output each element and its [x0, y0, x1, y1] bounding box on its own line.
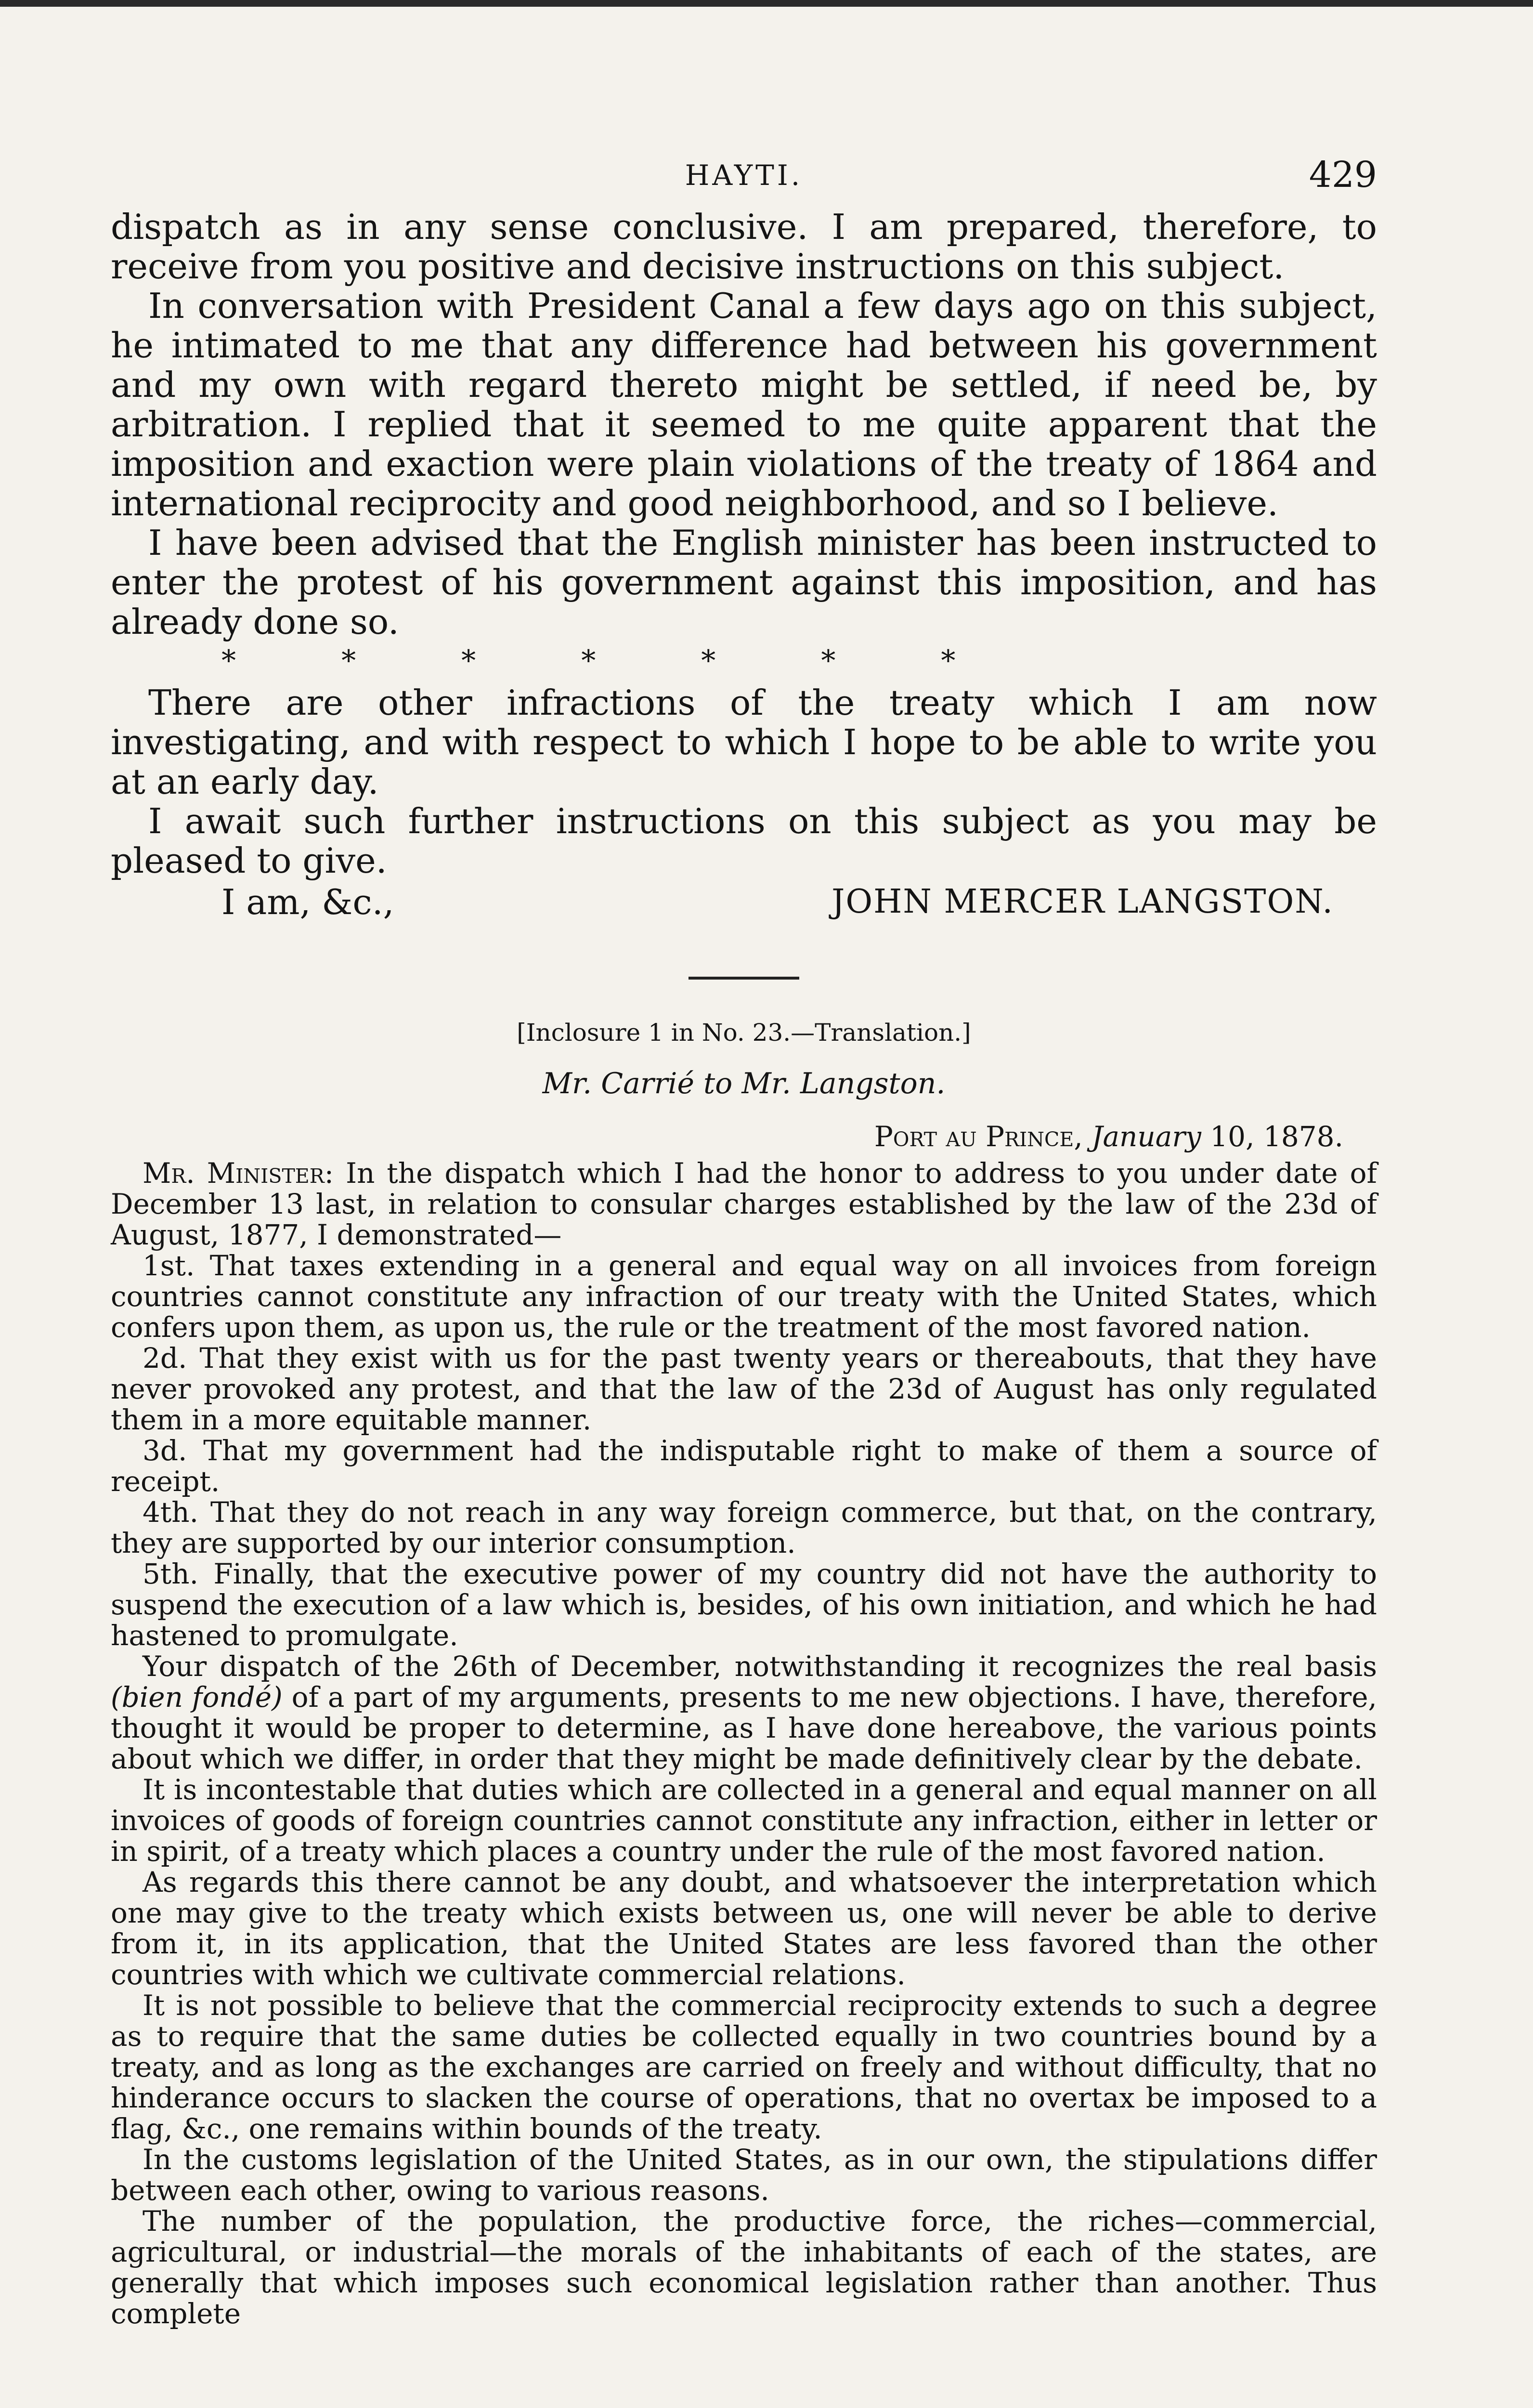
text-run: Your dispatch of the 26th of December, notwithstanding it recognizes the real basis: [143, 1650, 1377, 1683]
translation-paragraph: [111, 1651, 1377, 1774]
translation-paragraph: [111, 1158, 1377, 1250]
ellipsis-stars: * * * * * * *: [221, 644, 956, 678]
point-item: 2d. That they exist with us for the past twenty years or thereabouts, that they have never provoked any protest, and that the law of the 23d of August has only regulated them in a more equitable manner.: [111, 1342, 1377, 1436]
page-top-edge: [0, 0, 1533, 7]
letter-paragraph: In conversation with President Canal a few days ago on this subject, he intimated to me that any difference had between his government and my own with regard thereto might be settled, if need be, by arbitration. I replied that it seemed to me quite apparent that the imposition and exaction were plain violations of the treaty of 1864 and international reciprocity and good neighborhood, and so I believe.: [111, 286, 1377, 523]
page-header: [111, 125, 1377, 207]
enclosure-title: Mr. Carrié to Mr. Langston.: [542, 1067, 946, 1100]
running-head: HAYTI.: [685, 159, 803, 192]
section-divider: [689, 977, 799, 980]
translation-body: [111, 1158, 1377, 2329]
italic-phrase: (bien fondé): [111, 1681, 283, 1714]
point-item: 4th. That they do not reach in any way foreign commerce, but that, on the contrary, they are supported by our interior consumption.: [111, 1496, 1377, 1559]
dateline: [111, 1120, 1377, 1153]
letter-closing: [111, 880, 1377, 933]
point-item: 5th. Finally, that the executive power of my country did not have the authority to suspend the execution of a law which is, besides, of his own initiation, and which he had hastened to promulgate.: [111, 1557, 1377, 1652]
letter-paragraph: I have been advised that the English minister has been instructed to enter the protest of his government against this imposition, and has already done so.: [111, 523, 1377, 642]
point-item: 1st. That taxes extending in a general and equal way on all invoices from foreign countries cannot constitute any infraction of our treaty with the United States, which confers upon them, as upon us, the rule or the treatment of the most favored nation.: [111, 1249, 1377, 1344]
complimentary-close: I am, &c.,: [221, 882, 394, 922]
point-item: 3d. That my government had the indisputable right to make of them a source of receipt.: [111, 1434, 1377, 1498]
letter-paragraph: There are other infractions of the treaty which I am now investigating, and with respect to which I hope to be able to write you at an early day.: [111, 682, 1377, 802]
document-page: [111, 125, 1377, 2329]
translation-paragraph: It is incontestable that duties which are collected in a general and equal manner on all invoices of goods of foreign countries cannot constitute any infraction, either in letter or in spirit, of a treaty which places a country under the rule of the most favored nation.: [111, 1773, 1377, 1868]
opening-text: In the dispatch which I had the honor to address to you under date of December 13 last, in relation to consular charges established by the law of the 23d of August, 1877, I demonstrated—: [111, 1157, 1377, 1251]
translation-paragraph: It is not possible to believe that the commercial reciprocity extends to such a degree as to require that the same duties be collected equally in two countries bound by a treaty, and as long as the exchanges are carried on freely and without difficulty, that no hinderance occurs to slacken the course of operations, that no overtax be imposed to a flag, &c., one remains within bounds of the treaty.: [111, 1989, 1377, 2145]
letter-paragraph: I await such further instructions on this subject as you may be pleased to give.: [111, 801, 1377, 881]
translation-paragraph: In the customs legislation of the United States, as in our own, the stipulations differ between each other, owing to various reasons.: [111, 2143, 1377, 2207]
translation-paragraph: The number of the population, the productive force, the riches—commercial, agricultural, or industrial—the morals of the inhabitants of each of the states, are generally that which imposes such economical legislation rather than another. Thus complete: [111, 2205, 1377, 2330]
page-number: 429: [1309, 154, 1377, 196]
signature: JOHN MERCER LANGSTON.: [831, 883, 1334, 921]
translation-paragraph: As regards this there cannot be any doubt, and whatsoever the interpretation which one may give to the treaty which exists between us, one will never be able to derive from it, in its application, that the United States are less favored than the other countries with which we cultivate commercial relations.: [111, 1866, 1377, 1991]
text-run: of a part of my arguments, presents to me new objections. I have, therefore, thought it would be proper to determine, as I have done hereabove, the various points about which we differ, in order that they might be made definitively clear by the debate.: [111, 1681, 1377, 1775]
letter-paragraph: dispatch as in any sense conclusive. I am prepared, therefore, to receive from you positive and decisive instructions on this subject.: [111, 207, 1377, 287]
dateline-date: 10, 1878.: [1210, 1120, 1343, 1153]
dateline-place: Port au Prince,: [874, 1120, 1083, 1153]
salutation: Mr. Minister:: [143, 1157, 334, 1190]
letter-body: [111, 207, 1377, 933]
inclosure-note: [Inclosure 1 in No. 23.—Translation.]: [517, 1019, 971, 1047]
dateline-month: January: [1091, 1120, 1201, 1153]
